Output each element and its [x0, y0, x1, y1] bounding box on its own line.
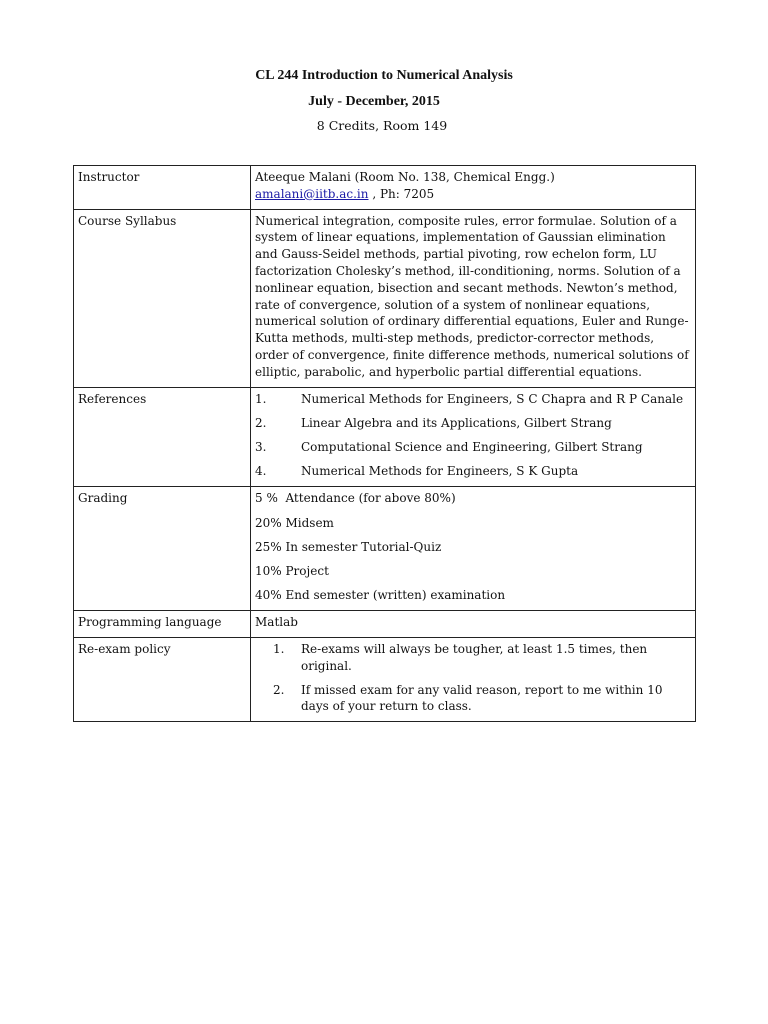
syllabus-label: Course Syllabus — [74, 209, 251, 387]
list-item — [255, 391, 691, 408]
list-item-number: 3. — [255, 440, 267, 455]
list-item-number: 1. — [273, 642, 285, 657]
list-item — [255, 415, 691, 432]
list-item — [255, 463, 691, 480]
grading-item: 25% In semester Tutorial-Quiz — [255, 539, 442, 554]
list-item-number: 1. — [255, 391, 267, 406]
term-dates: July - December, 2015 — [308, 94, 440, 109]
document-title: CL 244 Introduction to Numerical Analysis — [255, 68, 513, 83]
list-item-text: Linear Algebra and its Applications, Gilbert Strang — [301, 415, 612, 430]
grading-item: 10% Project — [255, 564, 329, 579]
list-item-text: Re-exams will always be tougher, at least 1.5 times, then original. — [301, 642, 648, 673]
table-row-programming — [74, 611, 696, 638]
table-row-grading — [74, 487, 696, 611]
credits-room: 8 Credits, Room 149 — [316, 118, 448, 133]
instructor-contact — [255, 186, 691, 203]
programming-label: Programming language — [74, 611, 251, 638]
list-item-number: 2. — [273, 682, 285, 697]
syllabus-text: Numerical integration, composite rules, error formulae. Solution of a system of linear equations, implementation of Gaussian elimination and Gauss-Seidel methods, partial pivoting, row echelon form, LU factorization Cholesky’s method, ill-conditioning, norms. Solution of a nonlinear equation, bisection and secant methods. Newton’s method, rate of convergence, solution of a system of nonlinear equations, numerical solution of ordinary differential equations, Euler and Runge-Kutta methods, multi-step methods, predictor-corrector methods, order of convergence, finite difference methods, numerical solutions of elliptic, parabolic, and hyperbolic partial differential equations. — [251, 209, 696, 387]
instructor-name-room: Ateeque Malani (Room No. 138, Chemical Engg.) — [255, 170, 555, 184]
reexam-cell — [251, 638, 696, 722]
references-label: References — [74, 387, 251, 487]
grading-item: 40% End semester (written) examination — [255, 588, 506, 603]
list-item — [255, 641, 691, 675]
grading-item: 20% Midsem — [255, 515, 334, 530]
list-item — [255, 439, 691, 456]
grading-item: 5 % Attendance (for above 80%) — [255, 491, 456, 506]
instructor-cell — [251, 166, 696, 210]
list-item-text: Computational Science and Engineering, Gilbert Strang — [301, 440, 643, 455]
list-item-text: If missed exam for any valid reason, report to me within 10 days of your return to class. — [301, 682, 663, 714]
references-cell — [251, 387, 696, 487]
list-item-number: 2. — [255, 415, 267, 430]
instructor-phone: , Ph: 7205 — [368, 186, 435, 201]
list-item-text: Numerical Methods for Engineers, S C Chapra and R P Canale — [301, 391, 684, 406]
list-item — [255, 682, 691, 716]
instructor-email-link[interactable]: amalani@iitb.ac.in — [255, 186, 369, 201]
programming-value: Matlab — [251, 611, 696, 638]
table-row-reexam — [74, 638, 696, 722]
reexam-label: Re-exam policy — [74, 638, 251, 722]
list-item-text: Numerical Methods for Engineers, S K Gupta — [301, 464, 579, 479]
list-item-number: 4. — [255, 464, 267, 479]
grading-label: Grading — [74, 487, 251, 611]
table-row-references — [74, 387, 696, 487]
instructor-label: Instructor — [74, 166, 251, 210]
table-row-instructor — [74, 166, 696, 210]
grading-cell — [251, 487, 696, 611]
table-row-syllabus — [74, 209, 696, 387]
course-info-table — [73, 165, 696, 722]
